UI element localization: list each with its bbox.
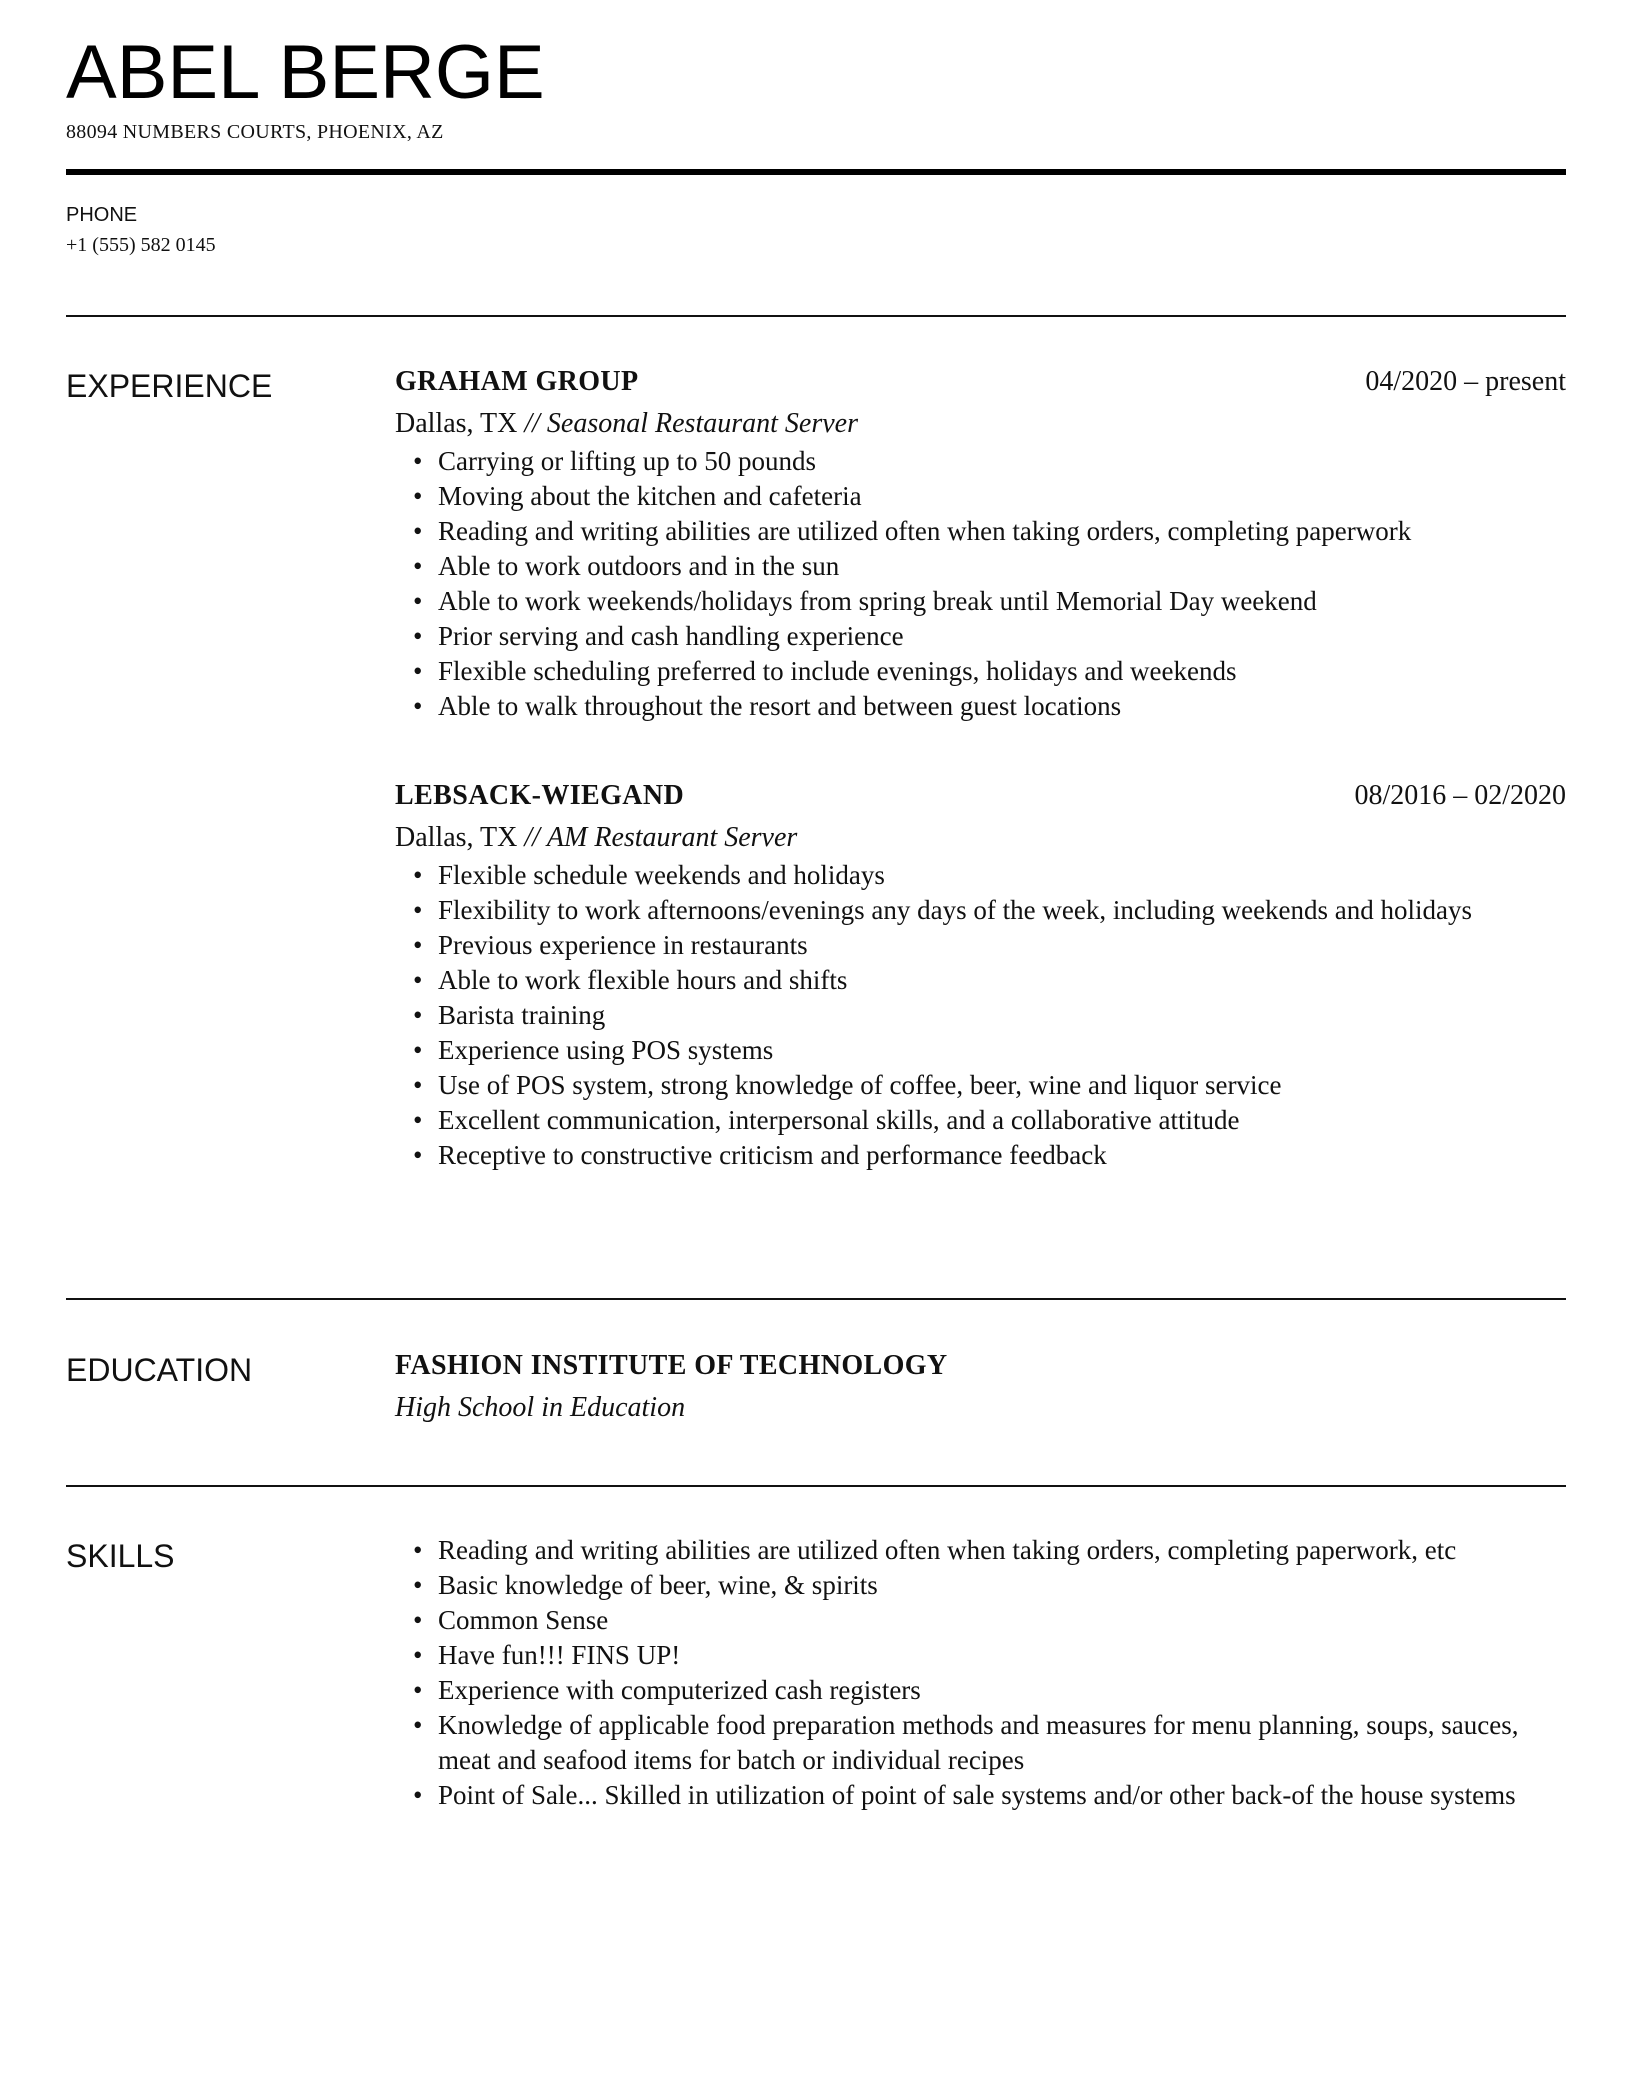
job-bullet: • Experience using POS systems xyxy=(438,1033,1566,1068)
section-divider xyxy=(66,315,1566,317)
skill-item: • Have fun!!! FINS UP! xyxy=(438,1638,1566,1673)
skills-list xyxy=(395,1533,1566,1813)
job-subline xyxy=(395,818,1566,858)
job-bullet: • Excellent communication, interpersonal skills, and a collaborative attitude xyxy=(438,1103,1566,1138)
education-section-title: EDUCATION xyxy=(66,1352,253,1388)
job-location: Dallas, TX xyxy=(395,408,518,439)
job-separator: // xyxy=(524,408,540,439)
section-divider xyxy=(66,1298,1566,1300)
job-entry xyxy=(395,364,1566,724)
job-bullet: • Able to work outdoors and in the sun xyxy=(438,549,1566,584)
job-bullet: • Flexible schedule weekends and holidays xyxy=(438,858,1566,893)
job-company: GRAHAM GROUP xyxy=(395,366,639,397)
candidate-name: ABEL BERGE xyxy=(66,30,545,115)
education-header xyxy=(395,1348,1566,1388)
job-bullets xyxy=(395,858,1566,1173)
job-bullet: • Use of POS system, strong knowledge of coffee, beer, wine and liquor service xyxy=(438,1068,1566,1103)
job-role: AM Restaurant Server xyxy=(546,822,798,853)
job-company: LEBSACK-WIEGAND xyxy=(395,780,685,811)
skills-section xyxy=(395,1533,1566,1813)
skill-item: • Common Sense xyxy=(438,1603,1566,1638)
education-degree: High School in Education xyxy=(395,1392,686,1423)
job-bullet: • Flexibility to work afternoons/evenings any days of the week, including weekends and holidays xyxy=(438,893,1566,928)
job-entry xyxy=(395,778,1566,1173)
job-role: Seasonal Restaurant Server xyxy=(546,408,858,439)
skill-item: • Knowledge of applicable food preparation methods and measures for menu planning, soups, sauces, meat and seafood items for batch or individual recipes xyxy=(438,1708,1566,1778)
job-subline xyxy=(395,404,1566,444)
phone-label: PHONE xyxy=(66,204,138,226)
job-bullet: • Carrying or lifting up to 50 pounds xyxy=(438,444,1566,479)
phone-number: +1 (555) 582 0145 xyxy=(66,234,216,256)
candidate-address: 88094 NUMBERS COURTS, PHOENIX, AZ xyxy=(66,121,444,143)
education-section xyxy=(395,1348,1566,1428)
job-bullet: • Able to work weekends/holidays from spring break until Memorial Day weekend xyxy=(438,584,1566,619)
experience-section xyxy=(395,364,1566,1173)
job-dates: 08/2016 – 02/2020 xyxy=(1354,780,1566,811)
experience-section-title: EXPERIENCE xyxy=(66,368,273,404)
job-header xyxy=(395,778,1566,818)
job-separator: // xyxy=(524,822,540,853)
skills-section-title: SKILLS xyxy=(66,1538,175,1574)
skill-item: • Reading and writing abilities are utilized often when taking orders, completing paperwork, etc xyxy=(438,1533,1566,1568)
job-bullet: • Receptive to constructive criticism and performance feedback xyxy=(438,1138,1566,1173)
header-divider xyxy=(66,169,1566,175)
job-bullet: • Reading and writing abilities are utilized often when taking orders, completing paperwork xyxy=(438,514,1566,549)
job-bullet: • Able to walk throughout the resort and between guest locations xyxy=(438,689,1566,724)
skill-item: • Experience with computerized cash registers xyxy=(438,1673,1566,1708)
job-bullet: • Able to work flexible hours and shifts xyxy=(438,963,1566,998)
job-bullet: • Moving about the kitchen and cafeteria xyxy=(438,479,1566,514)
skill-item: • Point of Sale... Skilled in utilization of point of sale systems and/or other back-of the house systems xyxy=(438,1778,1566,1813)
job-bullet: • Flexible scheduling preferred to include evenings, holidays and weekends xyxy=(438,654,1566,689)
skill-item: • Basic knowledge of beer, wine, & spirits xyxy=(438,1568,1566,1603)
job-dates: 04/2020 – present xyxy=(1365,366,1566,397)
job-location: Dallas, TX xyxy=(395,822,518,853)
job-bullet: • Prior serving and cash handling experience xyxy=(438,619,1566,654)
job-bullets xyxy=(395,444,1566,724)
education-school: FASHION INSTITUTE OF TECHNOLOGY xyxy=(395,1350,948,1381)
section-divider xyxy=(66,1485,1566,1487)
job-header xyxy=(395,364,1566,404)
job-bullet: • Previous experience in restaurants xyxy=(438,928,1566,963)
job-bullet: • Barista training xyxy=(438,998,1566,1033)
